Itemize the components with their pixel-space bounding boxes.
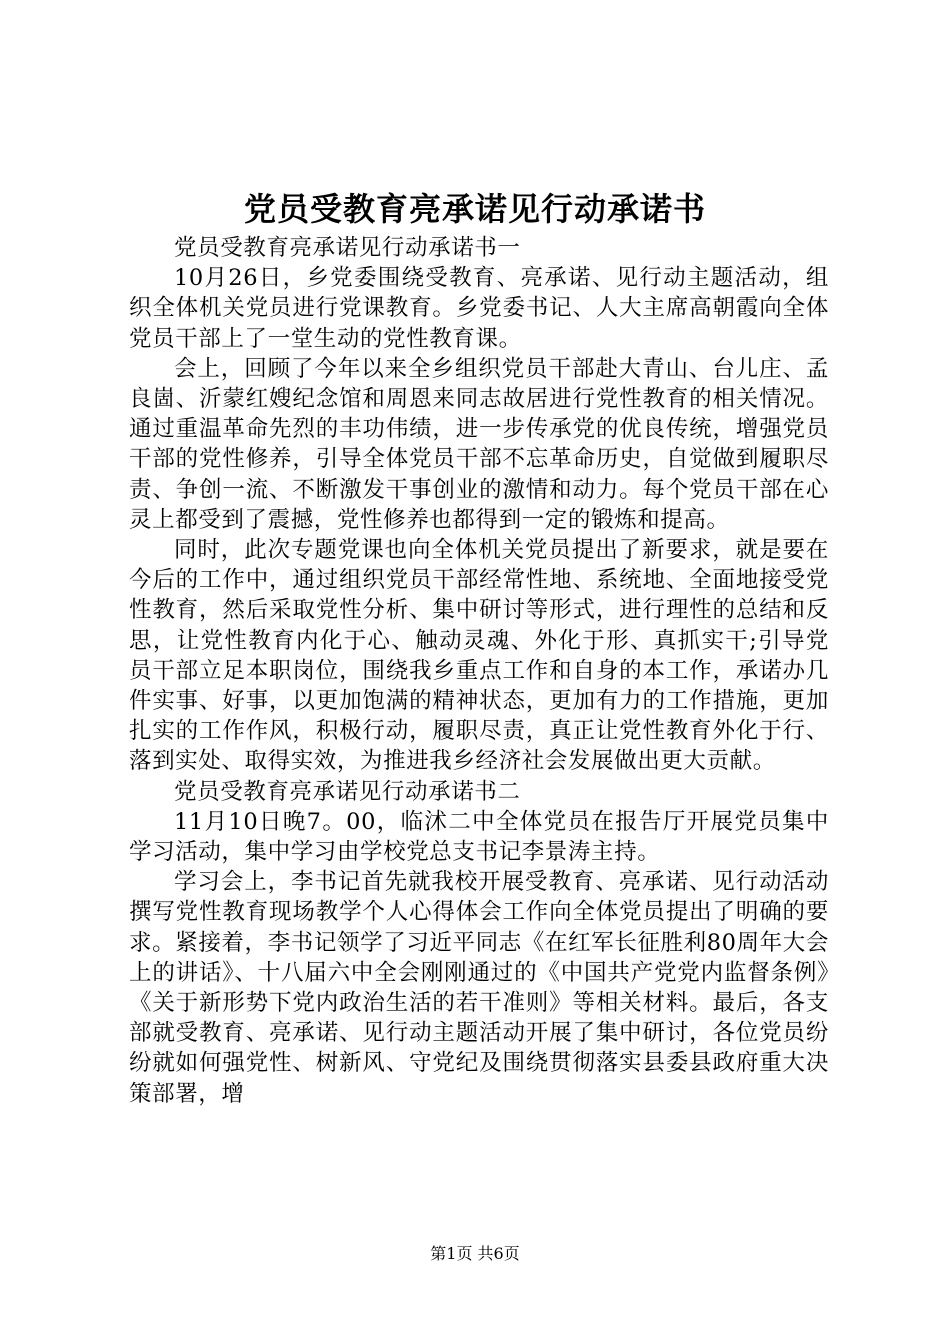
paragraph-subtitle-2: 党员受教育亮承诺见行动承诺书二 <box>174 778 521 805</box>
document-title: 党员受教育亮承诺见行动承诺书 <box>243 190 706 228</box>
paragraph: 学习会上，李书记首先就我校开展受教育、亮承诺、见行动活动撰写党性教育现场教学个人心得体会工作向全体党员提出了明确的要求。紧接着，李书记领学了习近平同志《在红军长征胜利80周年大会上的讲话》、十八届六中全会刚刚通过的《中国共产党党内监督条例》《关于新形势下党内政治生活的若干准则》等相关材料。最后，各支部就受教育、亮承诺、见行动主题活动开展了集中研讨，各位党员纷纷就如何强党性、树新风、守党纪及围绕贯彻落实县委县政府重大决策部署，增 <box>129 869 829 1107</box>
paragraph: 10月26日，乡党委围绕受教育、亮承诺、见行动主题活动，组织全体机关党员进行党课教育。乡党委书记、人大主席高朝霞向全体党员干部上了一堂生动的党性教育课。 <box>129 265 829 352</box>
paragraph-subtitle-1: 党员受教育亮承诺见行动承诺书一 <box>174 235 521 261</box>
page-footer: 第1页 共6页 <box>430 1244 520 1263</box>
document-body <box>129 233 829 1109</box>
paragraph: 会上，回顾了今年以来全乡组织党员干部赴大青山、台儿庄、孟良崮、沂蒙红嫂纪念馆和周恩来同志故居进行党性教育的相关情况。通过重温革命先烈的丰功伟绩，进一步传承党的优良传统，增强党员干部的党性修养，引导全体党员干部不忘革命历史，自觉做到履职尽责、争创一流、不断激发干事创业的激情和动力。每个党员干部在心灵上都受到了震撼，党性修养也都得到一定的锻炼和提高。 <box>129 355 829 533</box>
paragraph: 同时，此次专题党课也向全体机关党员提出了新要求，就是要在今后的工作中，通过组织党员干部经常性地、系统地、全面地接受党性教育，然后采取党性分析、集中研讨等形式，进行理性的总结和反思，让党性教育内化于心、触动灵魂、外化于形、真抓实干;引导党员干部立足本职岗位，围绕我乡重点工作和自身的本工作，承诺办几件实事、好事，以更加饱满的精神状态，更加有力的工作措施，更加扎实的工作作风，积极行动，履职尽责，真正让党性教育外化于行、落到实处、取得实效，为推进我乡经济社会发展做出更大贡献。 <box>129 537 829 775</box>
paragraph: 11月10日晚7。00，临沭二中全体党员在报告厅开展党员集中学习活动，集中学习由学校党总支书记李景涛主持。 <box>129 808 829 866</box>
